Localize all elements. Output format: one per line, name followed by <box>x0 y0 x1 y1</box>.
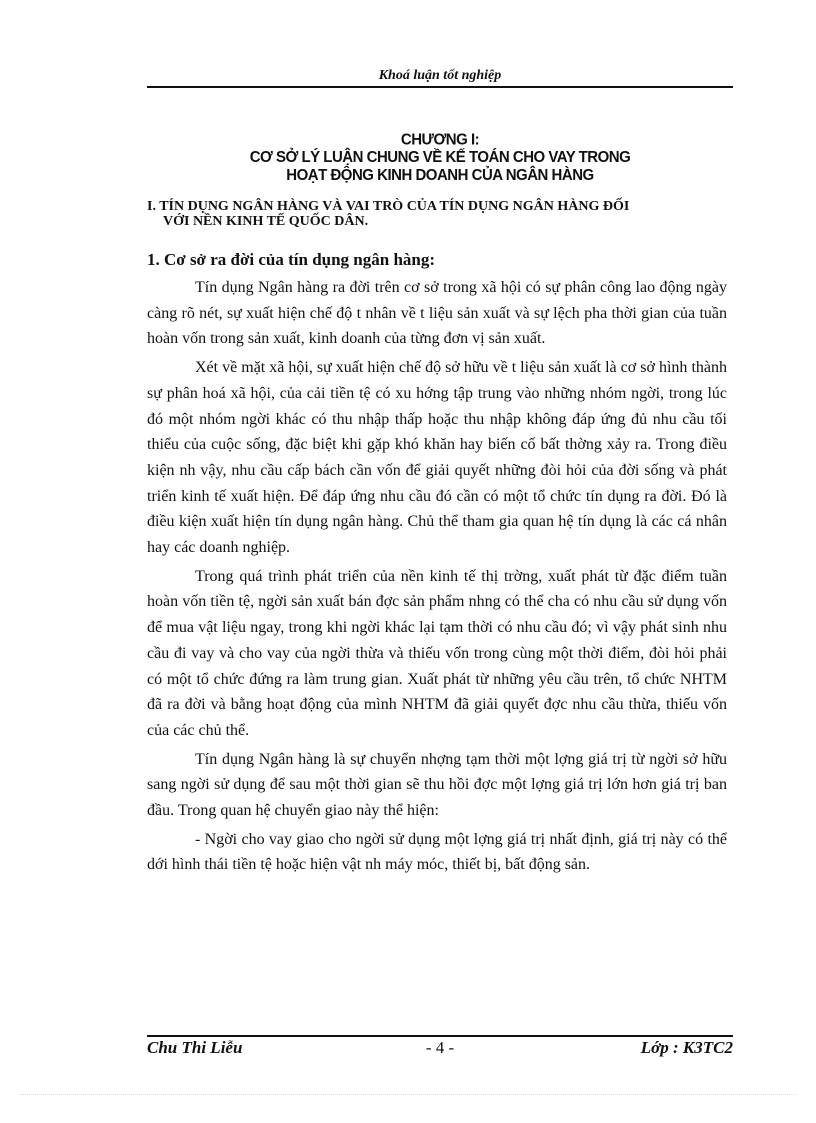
subsection-heading: 1. Cơ sở ra đời của tín dụng ngân hàng: <box>147 250 436 269</box>
footer-rule <box>147 1035 733 1037</box>
paragraph: - Ngời cho vay giao cho ngời sử dụng một lợng giá trị nhất định, giá trị này có thể dới hình thái tiền tệ hoặc hiện vật nh máy móc, thiết bị, bất động sản. <box>147 830 727 874</box>
section-heading <box>147 199 737 229</box>
header-rule <box>147 86 733 88</box>
chapter-title-line-1: CƠ SỞ LÝ LUẬN CHUNG VỀ KẾ TOÁN CHO VAY TRONG <box>249 148 631 167</box>
footer-class: Lớp : K3TC2 <box>640 1038 733 1057</box>
page-bottom-divider <box>20 1094 796 1095</box>
section-heading-line-2: VỚI NỀN KINH TẾ QUỐC DÂN. <box>163 214 369 229</box>
body-text <box>147 275 727 881</box>
header-title: Khoá luận tốt nghiệp <box>378 68 502 83</box>
footer-author: Chu Thi Liễu <box>147 1038 243 1057</box>
page-number: - 4 - <box>425 1038 455 1057</box>
section-heading-line-1: I. TÍN DỤNG NGÂN HÀNG VÀ VAI TRÒ CỦA TÍN DỤNG NGÂN HÀNG ĐỐI <box>147 199 630 214</box>
paragraph: Xét về mặt xã hội, sự xuất hiện chế độ sở hữu về t liệu sản xuất là cơ sở hình thành sự phân hoá xã hội, của cải tiền tệ có xu hớng tập trung vào những nhóm ngời, trong lúc đó một nhóm ngời khác có thu nhập thấp hoặc thu nhập không đáp ứng đủ nhu cầu tối thiểu của cuộc sống, đặc biệt khi gặp khó khăn hay biến cố bất thờng xảy ra. Trong điều kiện nh vậy, nhu cầu cấp bách cần vốn để giải quyết những đòi hỏi của đời sống và phát triển kinh tế xuất hiện. Để đáp ứng nhu cầu đó cần có một tổ chức tín dụng ra đời. Đó là điều kiện xuất hiện tín dụng ngân hàng. Chủ thể tham gia quan hệ tín dụng là các cá nhân hay các doanh nghiệp. <box>147 359 727 557</box>
paragraph: Tín dụng Ngân hàng ra đời trên cơ sở trong xã hội có sự phân công lao động ngày càng rõ nét, sự xuất hiện chế độ t nhân về t liệu sản xuất và sự lệch pha thời gian của tuần hoàn vốn trong sản xuất, kinh doanh của từng đơn vị sản xuất. <box>147 279 727 348</box>
paragraph: Trong quá trình phát triển của nền kinh tế thị trờng, xuất phát từ đặc điểm tuần hoàn vốn tiền tệ, ngời sản xuất bán đợc sản phẩm nhng có thể cha có nhu cầu sử dụng vốn để mua vật liệu ngay, trong khi ngời khác lại tạm thời có nhu cầu đó; vì vậy phát sinh nhu cầu đi vay và cho vay của ngời thừa và thiếu vốn trong cùng một thời điểm, đòi hỏi phải có một tổ chức đứng ra làm trung gian. Xuất phát từ những yêu cầu trên, tổ chức NHTM đã ra đời và bằng hoạt động của mình NHTM đã giải quyết đợc nhu cầu thừa, thiếu vốn của các chủ thể. <box>147 567 727 739</box>
paragraph: Tín dụng Ngân hàng là sự chuyển nhợng tạm thời một lợng giá trị từ ngời sở hữu sang ngời sử dụng để sau một thời gian sẽ thu hồi đợc một lợng giá trị lớn hơn giá trị ban đầu. Trong quan hệ chuyển giao này thể hiện: <box>147 750 727 820</box>
chapter-title-line-2: HOẠT ĐỘNG KINH DOANH CỦA NGÂN HÀNG <box>286 166 594 185</box>
chapter-heading <box>147 131 733 185</box>
chapter-number: CHƯƠNG I: <box>400 130 480 149</box>
